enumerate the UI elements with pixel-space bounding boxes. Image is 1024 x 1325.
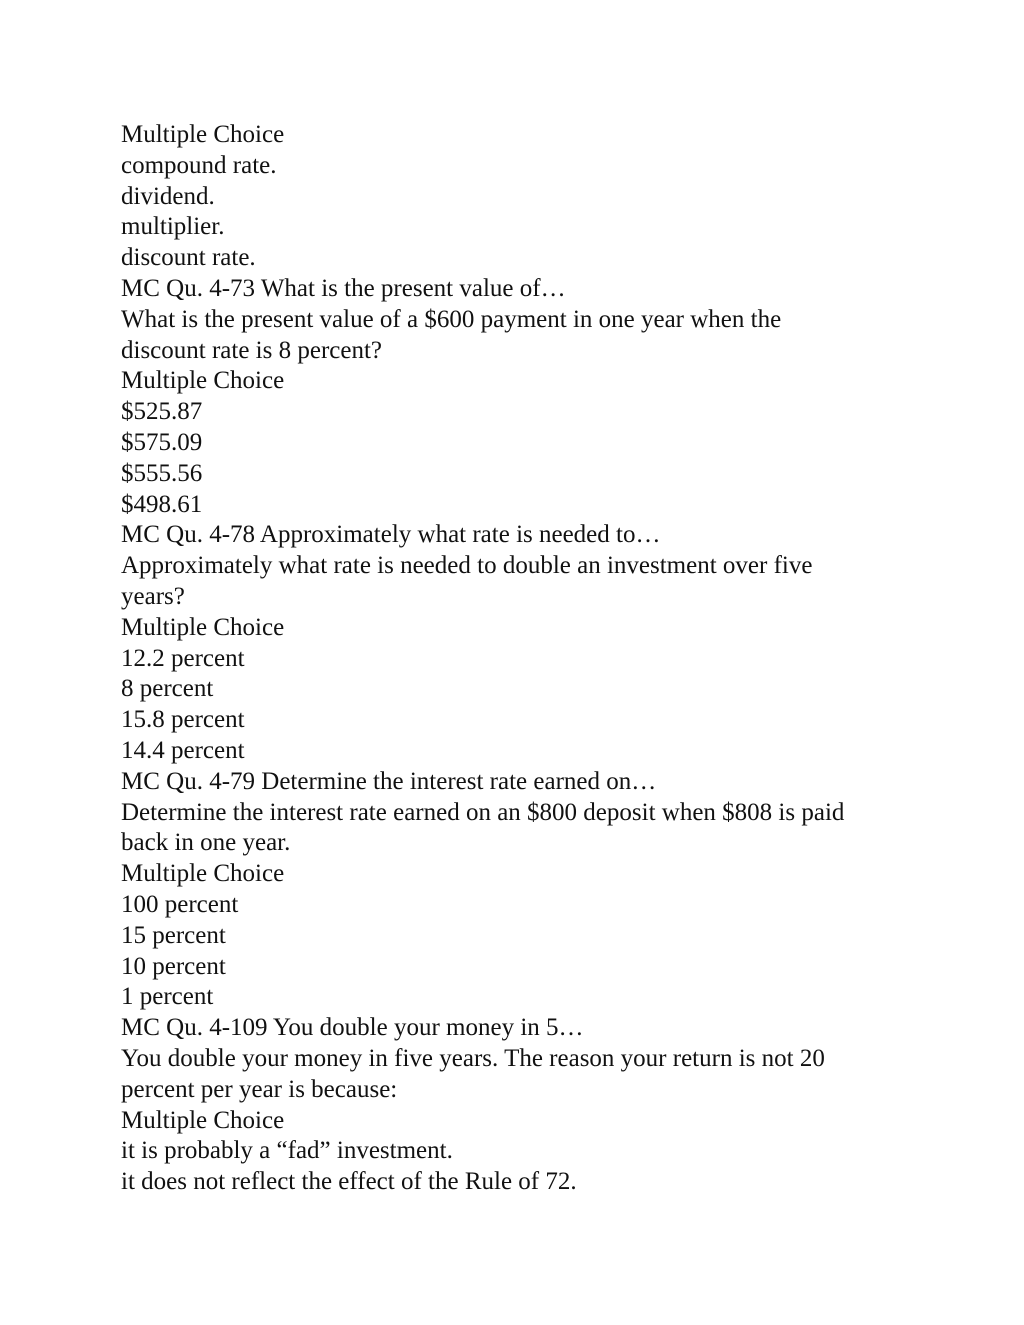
answer-option: 100 percent: [121, 890, 239, 918]
section-label: Multiple Choice: [121, 121, 285, 148]
section-label: Multiple Choice: [121, 613, 285, 641]
question-text: years?: [121, 582, 185, 610]
answer-option: compound rate.: [121, 151, 277, 179]
answer-option: $575.09: [121, 428, 203, 456]
question-title: MC Qu. 4-78 Approximately what rate is needed to…: [121, 521, 661, 549]
answer-option: 8 percent: [121, 675, 214, 703]
question-text: What is the present value of a $600 payment in one year when the: [121, 305, 782, 333]
question-text: discount rate is 8 percent?: [121, 336, 383, 364]
question-text: back in one year.: [121, 829, 291, 857]
answer-option: 14.4 percent: [121, 736, 245, 764]
answer-option: $498.61: [121, 490, 203, 518]
section-label: Multiple Choice: [121, 1106, 285, 1134]
question-text: You double your money in five years. The reason your return is not 20: [121, 1044, 825, 1072]
question-title: MC Qu. 4-109 You double your money in 5…: [121, 1014, 584, 1042]
answer-option: 15 percent: [121, 921, 226, 949]
section-label: Multiple Choice: [121, 367, 285, 395]
answer-option: dividend.: [121, 182, 215, 210]
answer-option: it is probably a “fad” investment.: [121, 1137, 453, 1165]
answer-option: it does not reflect the effect of the Rule of 72.: [121, 1168, 577, 1196]
question-text: Approximately what rate is needed to double an investment over five: [121, 552, 813, 580]
answer-option: 15.8 percent: [121, 706, 245, 734]
section-label: Multiple Choice: [121, 860, 285, 888]
question-title: MC Qu. 4-73 What is the present value of…: [121, 274, 566, 302]
document-page: [121, 120, 911, 1198]
question-title: MC Qu. 4-79 Determine the interest rate earned on…: [121, 767, 657, 795]
answer-option: 10 percent: [121, 952, 226, 980]
answer-option: $525.87: [121, 398, 203, 426]
answer-option: discount rate.: [121, 244, 256, 272]
question-text: percent per year is because:: [121, 1075, 398, 1103]
answer-option: $555.56: [121, 459, 203, 487]
answer-option: multiplier.: [121, 213, 225, 241]
answer-option: 1 percent: [121, 983, 214, 1011]
question-text: Determine the interest rate earned on an $800 deposit when $808 is paid: [121, 798, 845, 826]
answer-option: 12.2 percent: [121, 644, 245, 672]
